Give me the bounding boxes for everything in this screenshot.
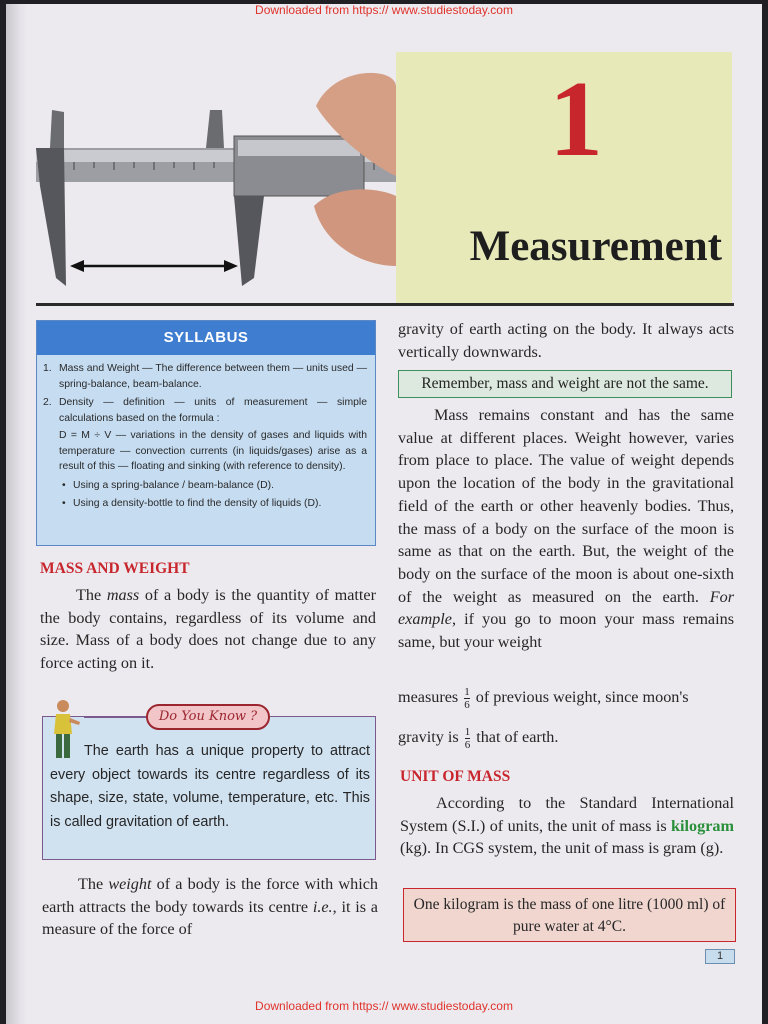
- did-you-know-connector: [84, 716, 146, 718]
- syllabus-bullet: • Using a spring-balance / beam-balance (D).: [59, 478, 367, 494]
- text-run: According to the Standard International System (S.I.) of units, the unit of mass is: [400, 794, 734, 835]
- syllabus-item-number: 2.: [43, 397, 52, 408]
- header-rule: [36, 303, 734, 306]
- text-run: The: [78, 875, 109, 893]
- emphasis-mass: mass: [106, 586, 140, 604]
- kilogram-term: kilogram: [671, 816, 734, 835]
- mass-vs-weight-paragraph: [398, 404, 734, 654]
- syllabus-heading: SYLLABUS: [37, 321, 375, 355]
- section-heading-mass-weight: MASS AND WEIGHT: [40, 560, 190, 577]
- text-run: The: [76, 586, 107, 604]
- chapter-title-box: [396, 52, 732, 304]
- syllabus-item-text: Mass and Weight — The difference between them — units used — spring-balance, beam-balance.: [59, 363, 367, 390]
- syllabus-item-number: 1.: [43, 363, 52, 374]
- did-you-know-content: The earth has a unique property to attract every object towards its centre regardless of its shape, size, state, volume, temperature, etc. This is called gravitation of earth.: [50, 743, 370, 830]
- text-run: , it is a measure of the force of: [42, 897, 378, 939]
- syllabus-subitem: D = M ÷ V — variations in the density of gases and liquids with temperature — convection currents (in liquids/gases) arise as a result of this — floating and sinking (with reference to density).: [59, 430, 367, 472]
- fraction-one-sixth: [464, 686, 470, 711]
- syllabus-bullet: • Using a density-bottle to find the density of liquids (D).: [59, 496, 367, 512]
- weight-definition-paragraph: [42, 873, 378, 941]
- text-run: , if you go to moon your mass remains same, but your weight: [398, 610, 734, 652]
- text-run: of a body is the quantity of matter the body contains, regardless of its volume and size. Mass of a body does not change due to any force acting on it.: [40, 586, 376, 673]
- download-notice-top[interactable]: Downloaded from https:// www.studiestoday.com: [255, 3, 513, 17]
- text-run: (kg). In CGS system, the unit of mass is gram (g).: [400, 839, 724, 858]
- mass-definition-paragraph: [40, 584, 376, 675]
- fraction-numerator: 1: [464, 686, 470, 698]
- fraction-denominator: 6: [464, 739, 471, 751]
- text-run: of previous weight, since moon's: [475, 688, 689, 707]
- text-run: measures: [398, 688, 459, 707]
- kilogram-definition-box: One kilogram is the mass of one litre (1000 ml) of pure water at 4°C.: [403, 888, 736, 942]
- text-run: of a body is the force with which earth attracts the body towards its centre: [42, 875, 378, 916]
- book-spine-shadow: [6, 4, 20, 1024]
- gravity-continuation-paragraph: gravity of earth acting on the body. It always acts vertically downwards.: [398, 320, 734, 361]
- text-run: Mass remains constant and has the same value at different places. Weight however, varies from place to place. The value of weight depends upon the location of the body in the gravitational field of the earth or other heavenly bodies. Thus, the mass of a body on the surface of the moon is same as that on the earth. But, the weight of the body on the surface of the moon is about one-sixth of the weight as measured on the earth.: [398, 406, 734, 606]
- syllabus-box: [36, 320, 376, 546]
- emphasis-ie: i.e.: [312, 897, 333, 916]
- text-run: gravity is: [398, 728, 459, 747]
- page-number: 1: [705, 949, 735, 964]
- fraction-numerator: 1: [464, 726, 471, 738]
- syllabus-item-text: Density — definition — units of measurement — simple calculations based on the formula :: [59, 397, 367, 424]
- syllabus-body: [37, 355, 375, 512]
- did-you-know-badge: Do You Know ?: [146, 704, 270, 730]
- vernier-caliper-illustration: [34, 66, 396, 288]
- section-heading-unit-of-mass: UNIT OF MASS: [400, 768, 511, 785]
- syllabus-item: [43, 361, 367, 392]
- did-you-know-text: [50, 740, 370, 834]
- emphasis-for-example: For example: [398, 587, 734, 629]
- fraction-line-2: [398, 726, 734, 751]
- unit-of-mass-paragraph: [400, 792, 734, 860]
- syllabus-item: [43, 395, 367, 512]
- fraction-line-1: [398, 686, 734, 711]
- remember-note: Remember, mass and weight are not the same.: [398, 370, 732, 398]
- fraction-denominator: 6: [464, 699, 470, 711]
- emphasis-weight: weight: [108, 875, 152, 893]
- download-notice-bottom[interactable]: Downloaded from https:// www.studiestoday.com: [255, 999, 513, 1013]
- chapter-number: 1: [549, 60, 603, 179]
- chapter-title: Measurement: [469, 223, 722, 270]
- fraction-one-sixth: [465, 726, 471, 751]
- text-run: that of earth.: [476, 728, 559, 747]
